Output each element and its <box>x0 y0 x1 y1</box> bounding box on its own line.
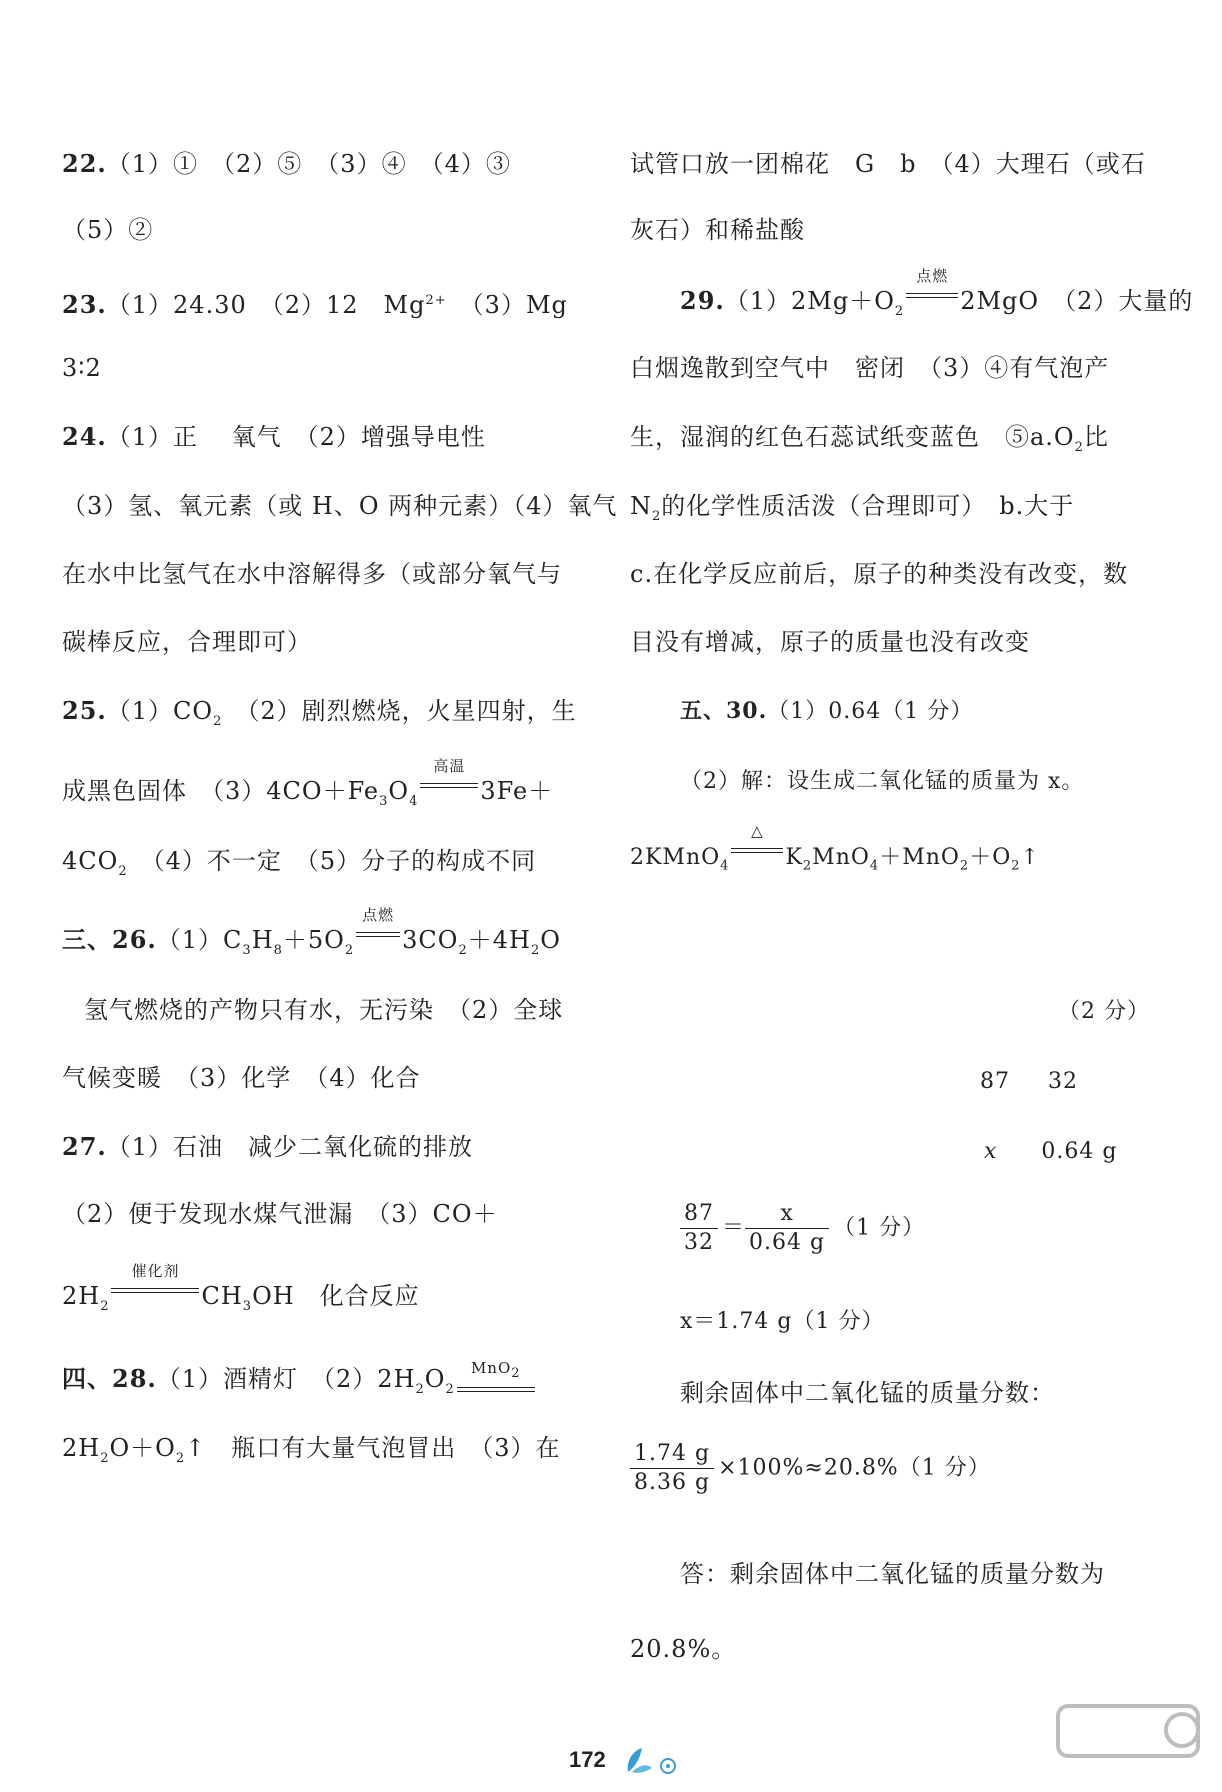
q30-answer-2: 20.8%。 <box>630 1635 737 1663</box>
reaction-arrow: 高温 <box>418 775 480 799</box>
reaction-arrow: 点燃 <box>354 924 402 948</box>
q28-cont1: 试管口放一团棉花 G b （4）大理石（或石 <box>630 150 1146 178</box>
q30-equation: 2KMnO$_4$ △ $K_2MnO_4+MnO_2+O_2↑$ <box>630 822 1040 874</box>
q30-line2: （2）解：设生成二氧化锰的质量为 x。 <box>680 769 1085 794</box>
q28-cont2: 灰石）和稀盐酸 <box>630 216 805 244</box>
q30-score-1: （2 分） <box>1058 999 1150 1024</box>
reaction-arrow: △ <box>729 840 785 864</box>
q22-line1: 22.（1）① （2）⑤ （3）④ （4）③ <box>62 149 511 178</box>
q25-line3: $4CO_2$ （4）不一定 （5）分子的构成不同 <box>62 847 537 879</box>
q30-fraction-2: $\frac{1.74 g}{8.36 g}$ ×100%≈20.8%（1 分） <box>630 1440 991 1497</box>
q29-line5: c.在化学反应前后，原子的种类没有改变，数 <box>630 560 1129 588</box>
q30-ratio-b: x 0.64 g <box>984 1139 1118 1164</box>
watermark-logo-icon <box>1050 1700 1215 1790</box>
q29-line2: 白烟逸散到空气中 密闭 （3）④有气泡产 <box>630 354 1110 382</box>
q25-line1: $25.(1)CO_2$ （2）剧烈燃烧，火星四射，生 <box>62 696 577 729</box>
q24-line1: 24.（1）正 氧气 （2）增强导电性 <box>62 422 486 451</box>
q24-line2: （3）氢、氧元素（或 H、O 两种元素）（4）氧气 <box>62 492 618 520</box>
q28-line1: 四、28.（1）酒精灯 $(2)2H_2O_2$ MnO$_2$ <box>62 1363 537 1406</box>
q27-line2: （2）便于发现水煤气泄漏 （3）CO＋ <box>62 1200 498 1228</box>
reaction-arrow: 点燃 <box>904 285 960 309</box>
q30-answer-1: 答：剩余固体中二氧化锰的质量分数为 <box>680 1560 1105 1588</box>
fraction: $\frac{87}{32}$ <box>680 1200 718 1257</box>
q23-line2: 3∶2 <box>62 354 102 382</box>
q30-fraction-1: $\frac{87}{32}$ ＝ $\frac{x}{0.64 g}$ （1 分） <box>680 1200 925 1257</box>
q24-line3: 在水中比氢气在水中溶解得多（或部分氧气与 <box>62 560 562 588</box>
q29-line4: $N_2$的化学性质活泼（合理即可） b.大于 <box>630 492 1075 524</box>
q25-line2: 成黑色固体 $(3)4CO+Fe_3O_4$ 高温 3Fe＋ <box>62 757 554 809</box>
q27-line3: $2H_2$ 催化剂 $CH_3OH$ 化合反应 <box>62 1262 420 1314</box>
q26-line3: 气候变暖 （3）化学 （4）化合 <box>62 1064 421 1092</box>
q26-line1: 三、$26.(1)C_3H_8+5O_2$ 点燃 $3CO_2+4H_2O$ <box>62 906 561 958</box>
q26-line2: 氢气燃烧的产物只有水，无污染 （2）全球 <box>84 996 564 1024</box>
q24-line4: 碳棒反应，合理即可） <box>62 628 312 656</box>
leaf-ornament-icon <box>622 1742 688 1780</box>
q22-line2: （5）② <box>62 216 154 244</box>
q30-ratio-a: 87 32 <box>980 1069 1078 1094</box>
q28-line2: $2H_2O+O_2↑$ 瓶口有大量气泡冒出 （3）在 <box>62 1434 561 1466</box>
q30-line1: 五、30.（1）0.64（1 分） <box>680 698 974 724</box>
q30-text: 剩余固体中二氧化锰的质量分数： <box>680 1379 1055 1407</box>
q27-line1: 27.（1）石油 减少二氧化硫的排放 <box>62 1132 474 1161</box>
q29-line1: $29.(1)2Mg+O_2$ 点燃 2MgO （2）大量的 <box>680 267 1194 319</box>
page-number: 172 <box>569 1747 606 1772</box>
q29-line6: 目没有增减，原子的质量也没有改变 <box>630 628 1030 656</box>
q29-line3: 生，湿润的红色石蕊试纸变蓝色 $⑤a.O_2$比 <box>630 423 1109 455</box>
q23-line1: 23.（1）24.30 （2）12 $Mg^{2+}$ （3）Mg <box>62 290 568 319</box>
q30-result: x＝1.74 g（1 分） <box>680 1309 885 1334</box>
reaction-arrow: MnO$_2$ <box>455 1367 537 1391</box>
fraction: $\frac{x}{0.64 g}$ <box>745 1200 829 1257</box>
reaction-arrow: 催化剂 <box>109 1280 201 1304</box>
fraction: $\frac{1.74 g}{8.36 g}$ <box>630 1440 714 1497</box>
